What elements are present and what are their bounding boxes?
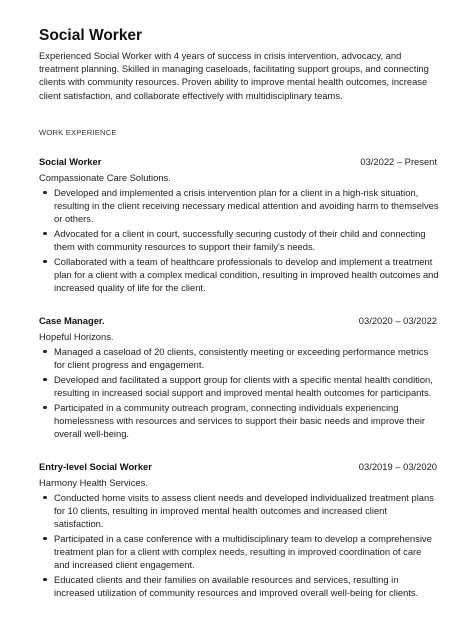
job-bullet: [39, 532, 439, 571]
bullet-dot-icon: [43, 537, 47, 541]
job-bullet-text: Managed a caseload of 20 clients, consistently meeting or exceeding performance metrics for client progress and engagement.: [54, 345, 429, 370]
job-bullet-text: Developed and implemented a crisis intervention plan for a client in a high-risk situation, resulting in the client receiving necessary medical attention and avoiding harm to themselves or others.: [54, 186, 439, 224]
job-bullet-list: [39, 186, 439, 294]
company-name: Harmony Health Services.: [39, 476, 148, 488]
job-bullet: [39, 401, 439, 440]
job-bullet-text: Educated clients and their families on available resources and services, resulting in increased utilization of community resources and improved overall well-being for clients.: [54, 573, 419, 598]
job-bullet: [39, 345, 439, 371]
resume-page: [39, 26, 439, 599]
job-bullet-text: Conducted home visits to assess client needs and developed individualized treatment plans for 10 clients, resulting in improved mental health outcomes and increased client satisfaction.: [54, 491, 434, 529]
job-bullet: [39, 573, 439, 599]
bullet-dot-icon: [43, 191, 47, 195]
company-name: Hopeful Horizons.: [39, 330, 114, 342]
job-bullet-list: [39, 345, 439, 440]
bullet-dot-icon: [43, 232, 47, 236]
job-bullet-text: Participated in a community outreach program, connecting individuals experiencing homelessness with resources and services to support their basic needs and improve their overall well-being.: [54, 401, 426, 439]
job-dates: 03/2020 – 03/2022: [358, 314, 437, 326]
job-bullet: [39, 255, 439, 294]
job-entry: [39, 461, 439, 599]
bullet-dot-icon: [43, 378, 47, 382]
job-bullet-text: Collaborated with a team of healthcare professionals to develop and implement a treatment plan for a client with a complex medical condition, resulting in improved health outcomes and increased quality of life for the client.: [54, 255, 439, 293]
job-header: [39, 315, 439, 328]
job-bullet-text: Advocated for a client in court, successfully securing custody of their child and connecting them with community resources to support their family's needs.: [54, 227, 426, 252]
job-bullet: [39, 227, 439, 253]
job-title: Case Manager.: [39, 314, 105, 326]
job-dates: 03/2022 – Present: [360, 155, 437, 167]
bullet-dot-icon: [43, 496, 47, 500]
section-title-work-experience: WORK EXPERIENCE: [39, 127, 117, 137]
bullet-dot-icon: [43, 260, 47, 264]
job-bullet-text: Participated in a case conference with a multidisciplinary team to develop a comprehensive treatment plan for a client with complex needs, resulting in improved coordination of care and increased client engagement.: [54, 532, 432, 570]
resume-name-heading: Social Worker: [39, 27, 143, 44]
job-entry: [39, 156, 439, 294]
job-bullet-text: Developed and facilitated a support group for clients with a specific mental health condition, resulting in increased social support and improved mental health outcomes for participants.: [54, 373, 433, 398]
job-header: [39, 461, 439, 474]
job-dates: 03/2019 – 03/2020: [358, 460, 437, 472]
bullet-dot-icon: [43, 350, 47, 354]
job-bullet-list: [39, 491, 439, 599]
job-entry: [39, 315, 439, 440]
job-title: Entry-level Social Worker: [39, 460, 152, 472]
job-bullet: [39, 373, 439, 399]
job-title: Social Worker: [39, 155, 102, 167]
company-name: Compassionate Care Solutions.: [39, 171, 171, 183]
job-bullet: [39, 491, 439, 530]
professional-summary: Experienced Social Worker with 4 years of success in crisis intervention, advocacy, and treatment planning. Skilled in managing caseloads, facilitating support groups, and connecting clients with community resources. Proven ability to improve mental health outcomes, increase client satisfaction, and collaborate effectively with multidisciplinary teams.: [39, 50, 429, 101]
bullet-dot-icon: [43, 406, 47, 410]
job-header: [39, 156, 439, 169]
job-bullet: [39, 186, 439, 225]
bullet-dot-icon: [43, 578, 47, 582]
